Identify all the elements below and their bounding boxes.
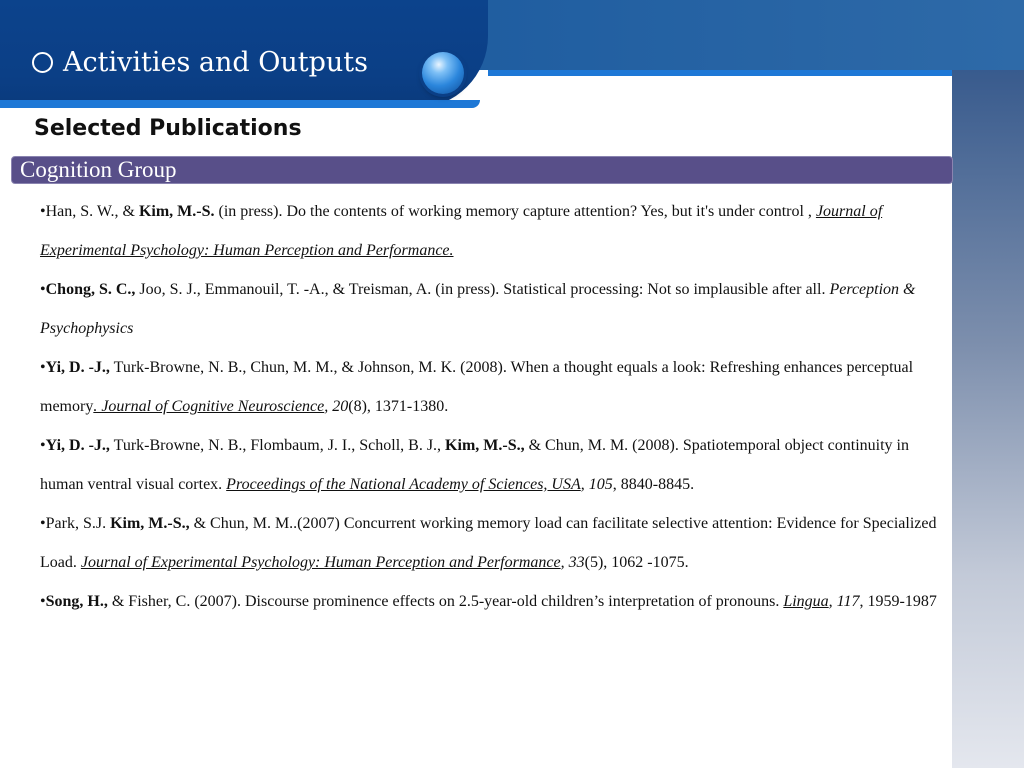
publication-entry	[40, 348, 944, 426]
bullet-icon: •	[40, 359, 46, 376]
pub-author-bold: Yi, D. -J.,	[45, 437, 110, 454]
group-header-bar	[11, 156, 953, 184]
bullet-icon: •	[40, 593, 46, 610]
right-decorative-panel	[952, 0, 1024, 768]
slide-title-text: Activities and Outputs	[63, 47, 369, 78]
pub-volume: , 20	[324, 398, 349, 415]
pub-pages: (5), 1062 -1075.	[584, 554, 689, 571]
header-stripe	[488, 70, 952, 76]
circle-bullet-icon	[32, 52, 53, 73]
pub-journal: . Journal of Cognitive Neuroscience	[93, 398, 325, 415]
header-accent-line	[0, 100, 480, 108]
pub-volume: , 33	[560, 554, 585, 571]
pub-text: & Chun, M. M..(2007) Concurrent working memory load can facilitate selective attention: Evidence for Specialized Load.	[40, 515, 937, 571]
pub-authors-plain: Han, S. W., &	[45, 203, 139, 220]
pub-author-bold: Chong, S. C.,	[45, 281, 136, 298]
pub-journal: Journal of Experimental Psychology: Human Perception and Performance	[80, 554, 561, 571]
pub-author-bold: Song, H.,	[45, 593, 108, 610]
group-label: Cognition Group	[20, 157, 177, 182]
publication-entry	[40, 426, 944, 504]
pub-text: & Fisher, C. (2007). Discourse prominence effects on 2.5-year-old children’s interpretation of pronouns.	[107, 593, 784, 610]
pub-volume: , 117	[828, 593, 860, 610]
bullet-icon: •	[40, 281, 46, 298]
section-title: Selected Publications	[34, 116, 302, 141]
slide-title	[32, 40, 368, 86]
pub-journal: Perception & Psychophysics	[40, 281, 916, 337]
pub-text: Turk-Browne, N. B., Chun, M. M., & Johnson, M. K. (2008). When a thought equals a look: Refreshing enhances perceptual memory	[40, 359, 914, 415]
publication-list	[40, 192, 944, 621]
publication-entry	[40, 582, 944, 621]
publication-entry	[40, 504, 944, 582]
pub-author-bold-2: Kim, M.-S.,	[445, 437, 525, 454]
bullet-icon: •	[40, 437, 46, 454]
pub-authors-plain: Park, S.J.	[45, 515, 111, 532]
bullet-icon: •	[40, 515, 46, 532]
pub-text: (in press). Do the contents of working memory capture attention? Yes, but it's under control ,	[214, 203, 816, 220]
pub-pages: , 1959-1987	[859, 593, 937, 610]
pub-author-bold: Kim, M.-S.,	[110, 515, 190, 532]
pub-pages: (8), 1371-1380.	[348, 398, 449, 415]
pub-volume: , 105	[580, 476, 613, 493]
pub-journal: Lingua	[783, 593, 829, 610]
pub-author-bold: Yi, D. -J.,	[45, 359, 110, 376]
pub-journal: Proceedings of the National Academy of Sciences, USA	[226, 476, 581, 493]
pub-journal: Journal of Experimental Psychology: Human Perception and Performance.	[40, 203, 883, 259]
publication-entry	[40, 192, 944, 270]
pub-text-2: & Chun, M. M. (2008). Spatiotemporal object continuity in human ventral visual cortex.	[40, 437, 909, 493]
pub-pages: , 8840-8845.	[612, 476, 695, 493]
orb-icon	[422, 52, 464, 94]
pub-author-bold: Kim, M.-S.	[138, 203, 215, 220]
bullet-icon: •	[40, 203, 46, 220]
pub-text: Turk-Browne, N. B., Flombaum, J. I., Scholl, B. J.,	[109, 437, 446, 454]
pub-text: Joo, S. J., Emmanouil, T. -A., & Treisman, A. (in press). Statistical processing: Not so implausible after all.	[135, 281, 830, 298]
publication-entry	[40, 270, 944, 348]
